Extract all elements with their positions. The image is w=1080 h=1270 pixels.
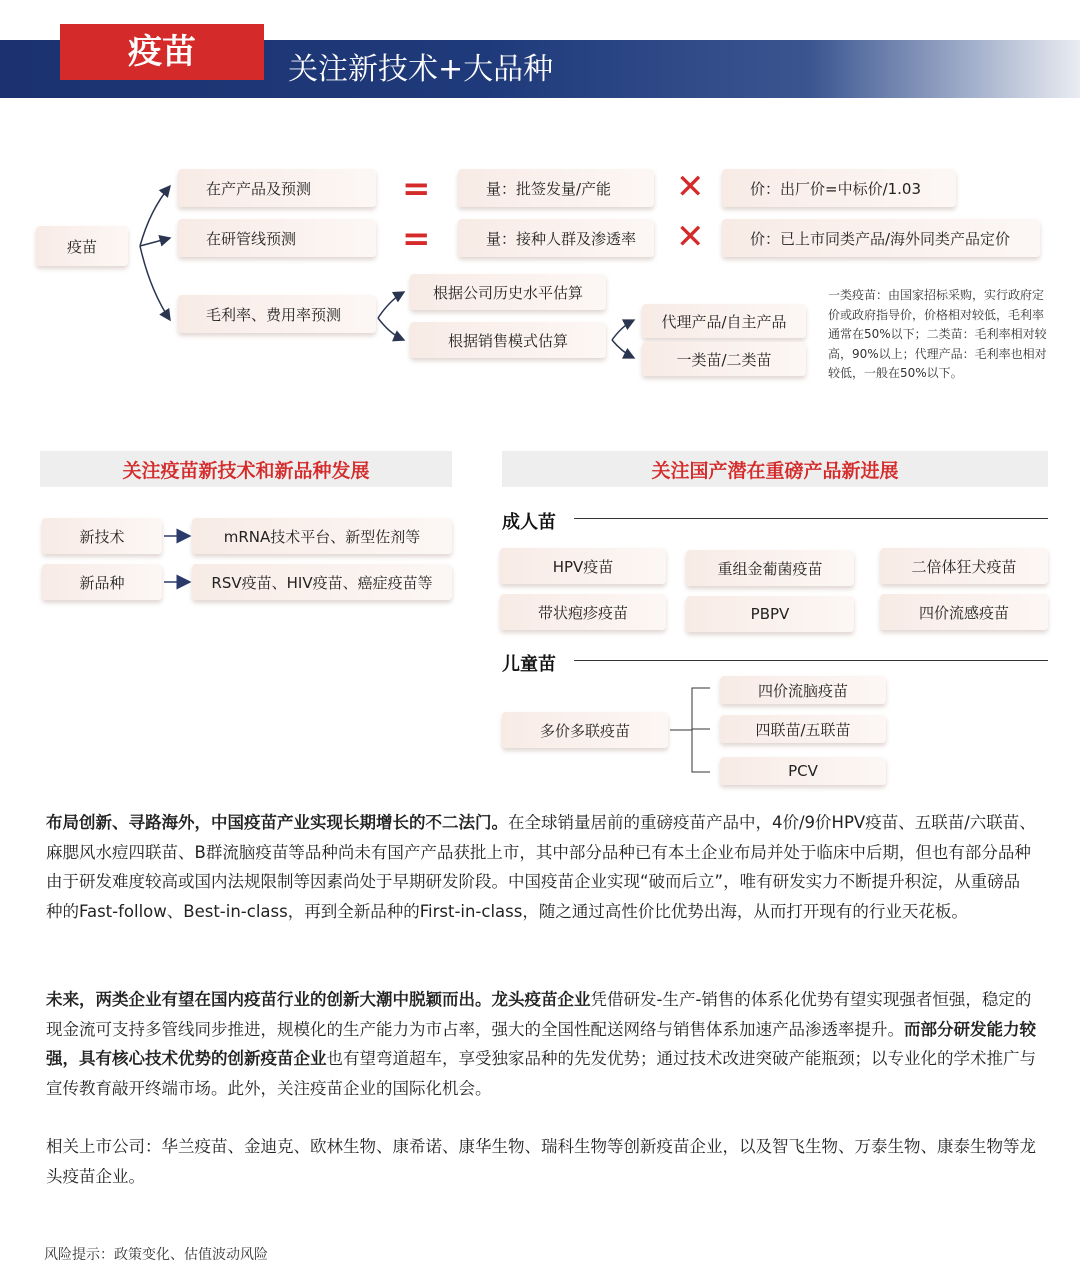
- adult-vaccine-item: 带状疱疹疫苗: [500, 594, 666, 630]
- multiply-sign: ✕: [676, 167, 705, 207]
- child-vaccine-label: 儿童苗: [502, 654, 556, 675]
- equals-sign: =: [402, 169, 431, 209]
- multivalent-combo-vaccine: 多价多联疫苗: [502, 712, 668, 748]
- paragraph-2-innovator-term: 而部分研发能力较强，具有核心技术优势的创新疫苗企业: [46, 1019, 1036, 1068]
- adult-divider: [574, 518, 1048, 519]
- section-tag: 疫苗: [60, 24, 264, 80]
- left-row-value: mRNA技术平台、新型佐剂等: [192, 518, 452, 554]
- row1-price: 价：出厂价=中标价/1.03: [722, 169, 956, 207]
- paragraph-2-body-1: 凭借研发-生产-销售的体系化优势有望实现强者恒强，稳定的现金流可支持多管线同步推进，规模化的生产能力为市占率，强大的全国性配送网络与销售体系加速产品渗透率提升。: [46, 990, 1032, 1039]
- left-section-title: 关注疫苗新技术和新品种发展: [40, 451, 452, 487]
- arrow-root-to-row1: [140, 186, 170, 246]
- arrow-row3-branch2: [378, 318, 404, 340]
- paragraph-3: 相关上市公司：华兰疫苗、金迪克、欧林生物、康希诺、康华生物、瑞科生物等创新疫苗企业，以及智飞生物、万泰生物、康泰生物等龙头疫苗企业。: [46, 1137, 1036, 1186]
- risk-note: 风险提示：政策变化、估值波动风险: [44, 1247, 268, 1263]
- sub-class1-class2: 一类苗/二类苗: [642, 342, 806, 376]
- adult-vaccine-item: 二倍体狂犬疫苗: [880, 548, 1048, 584]
- child-vaccine-item: 四联苗/五联苗: [720, 715, 886, 743]
- paragraph-1: [46, 808, 1036, 926]
- root-node: 疫苗: [36, 226, 128, 266]
- sub-agency-own: 代理产品/自主产品: [642, 304, 806, 338]
- row2-quantity: 量：接种人群及渗透率: [458, 219, 654, 257]
- left-row-value: RSV疫苗、HIV疫苗、癌症疫苗等: [192, 564, 452, 600]
- equals-sign: =: [402, 219, 431, 259]
- right-section-title: 关注国产潜在重磅产品新进展: [502, 451, 1048, 487]
- multiply-sign: ✕: [676, 217, 705, 257]
- child-vaccine-item: PCV: [720, 757, 886, 785]
- row1-label: 在产产品及预测: [178, 169, 376, 207]
- arrow-root-to-row3: [140, 246, 170, 320]
- adult-vaccine-label: 成人苗: [502, 512, 556, 533]
- left-row-label: 新技术: [42, 518, 162, 554]
- arrow-row3-branch1: [378, 292, 404, 318]
- row3-label: 毛利率、费用率预测: [178, 295, 376, 333]
- branch-history: 根据公司历史水平估算: [410, 274, 606, 310]
- paragraph-2-lead: 未来，两类企业有望在国内疫苗行业的创新大潮中脱颖而出。: [46, 990, 492, 1009]
- child-vaccine-item: 四价流脑疫苗: [720, 676, 886, 704]
- paragraph-2-body-2: 也有望弯道超车，享受独家品种的先发优势；通过技术改进突破产能瓶颈；以专业化的学术推广与宣传教育敲开终端市场。此外，关注疫苗企业的国际化机会。: [46, 1049, 1036, 1098]
- row2-price: 价：已上市同类产品/海外同类产品定价: [722, 219, 1040, 257]
- row2-label: 在研管线预测: [178, 219, 376, 257]
- adult-vaccine-item: PBPV: [686, 596, 854, 632]
- adult-vaccine-item: HPV疫苗: [500, 548, 666, 584]
- arrow-root-to-row2: [140, 238, 170, 246]
- page-title: 关注新技术+大品种: [288, 52, 554, 87]
- adult-vaccine-item: 重组金葡菌疫苗: [686, 550, 854, 586]
- adult-vaccine-item: 四价流感疫苗: [880, 594, 1048, 630]
- arrow-branch2-sub1: [612, 320, 634, 340]
- paragraph-2-leader-term: 龙头疫苗企业: [491, 990, 591, 1009]
- paragraph-1-body: 在全球销量居前的重磅疫苗产品中，4价/9价HPV疫苗、五联苗/六联苗、麻腮风水痘四联苗、B群流脑疫苗等品种尚未有国产产品获批上市，其中部分品种已有本土企业布局并处于临床中后期，但也有部分品种由于研发难度较高或国内法规限制等因素尚处于早期研发阶段。中国疫苗企业实现“破而后立”，唯有研发实力不断提升积淀，从重磅品种的Fast-follow、Best-in-class，再到全新品种的First-in-class，随之通过高性价比优势出海，从而打开现有的行业天花板。: [46, 813, 1036, 921]
- child-bracket: [692, 688, 710, 772]
- paragraph-1-lead: 布局创新、寻路海外，中国疫苗产业实现长期增长的不二法门。: [46, 813, 508, 832]
- child-divider: [574, 660, 1048, 661]
- arrow-branch2-sub2: [612, 340, 634, 358]
- row1-quantity: 量：批签发量/产能: [458, 169, 654, 207]
- margin-note: 一类疫苗：由国家招标采购，实行政府定价或政府指导价，价格相对较低，毛利率通常在50%以下；二类苗：毛利率相对较高，90%以上；代理产品：毛利率也相对较低，一般在50%以下。: [828, 288, 1047, 380]
- branch-sales-model: 根据销售模式估算: [410, 322, 606, 358]
- left-row-label: 新品种: [42, 564, 162, 600]
- paragraph-2: [46, 985, 1036, 1103]
